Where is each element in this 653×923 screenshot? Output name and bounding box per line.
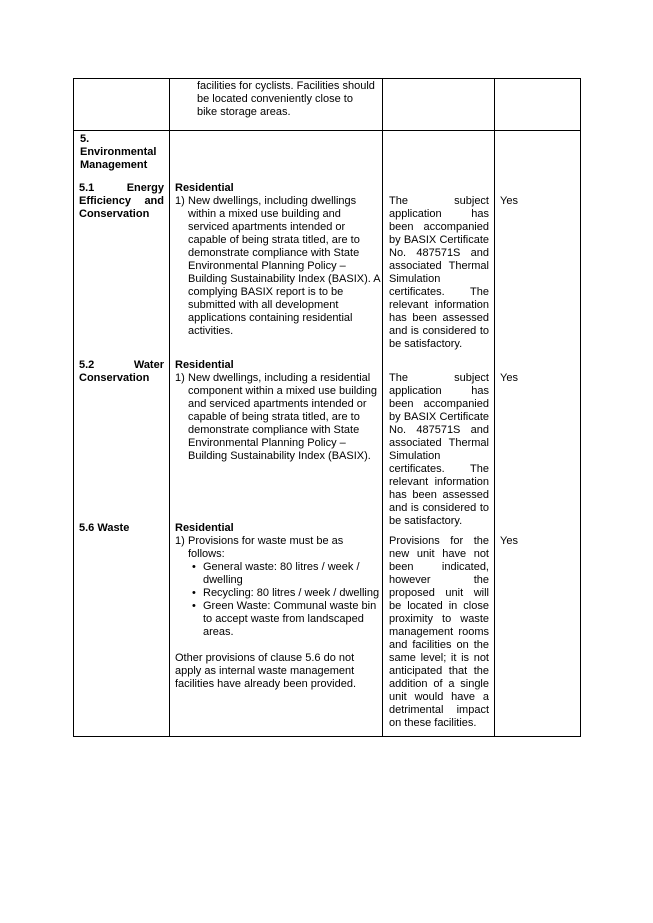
table-cell: [170, 79, 383, 131]
list-item: • Green Waste: Communal waste bin to accept waste from landscaped areas.: [192, 600, 377, 638]
clause-ref: 5.1: [79, 182, 95, 194]
item-number: 1): [175, 372, 185, 384]
section-number: 5.: [80, 133, 90, 145]
clause-5-1-label: 5.1 Energy Efficiency and Conservation: [79, 182, 164, 220]
clause-5-6-comment: Provisions for the new unit have not been indicated, however the proposed unit will be located in close proximity to waste management rooms and facilities on the same level; it is not anticipated that the addition of a single unit would have a detrimental impact on these facilities.: [389, 535, 489, 729]
table-row: [74, 79, 581, 131]
table-cell: [495, 79, 581, 131]
provision-heading: Residential: [175, 522, 234, 534]
clause-ref: 5.2: [79, 359, 95, 371]
complies-value: Yes: [500, 372, 518, 384]
list-item: • General waste: 80 litres / week / dwelling: [192, 561, 360, 586]
clause-5-2-label: 5.2 Water Conservation: [79, 359, 164, 384]
clause-5-1-comment: The subject application has been accompanied by BASIX Certificate No. 487571S and associated Thermal Simulation certificates. The relevant information has been assessed and is considered to be satisfactory.: [389, 195, 489, 350]
item-text: Provisions for waste must be as follows:: [188, 535, 344, 560]
complies-value: Yes: [500, 535, 518, 547]
table-cell: [74, 79, 170, 131]
item-number: 1): [175, 195, 185, 207]
clause-5-1-provision: [175, 182, 380, 338]
clause-5-6-provision: [175, 522, 380, 691]
clause-5-6-label: 5.6 Waste: [79, 522, 130, 534]
table-cell: [383, 79, 495, 131]
provision-heading: Residential: [175, 182, 234, 194]
table-cell: [74, 131, 170, 737]
clause-5-2-comment: The subject application has been accompanied by BASIX Certificate No. 487571S and associated Thermal Simulation certificates. The relevant information has been assessed and is considered to be satisfactory.: [389, 372, 489, 527]
table-cell: [495, 131, 581, 737]
item-text: New dwellings, including a residential component within a mixed use building and serviced apartments intended or capable of being strata titled, are to demonstrate compliance with State Environmental Planning Policy – Building Sustainability Index (BASIX).: [188, 372, 377, 462]
other-provisions-note: Other provisions of clause 5.6 do not apply as internal waste management facilities have already been provided.: [175, 652, 357, 690]
section-title: Management: [80, 159, 148, 171]
list-item: • Recycling: 80 litres / week / dwelling: [192, 587, 380, 599]
item-text: New dwellings, including dwellings within a mixed use building and serviced apartments intended or capable of being strata titled, are to demonstrate compliance with State Environmental Planning Policy – Building Sustainability Index (BASIX). A complying BASIX report is to be submitted with all development applications containing residential activities.: [188, 195, 380, 337]
clause-5-2-provision: [175, 359, 380, 463]
item-number: 1): [175, 535, 185, 547]
provision-heading: Residential: [175, 359, 234, 371]
provision-continuation: facilities for cyclists. Facilities should be located conveniently close to bike storage areas.: [197, 80, 375, 118]
section-title: Environmental: [80, 146, 157, 158]
waste-list: [175, 561, 380, 639]
complies-value: Yes: [500, 195, 518, 207]
